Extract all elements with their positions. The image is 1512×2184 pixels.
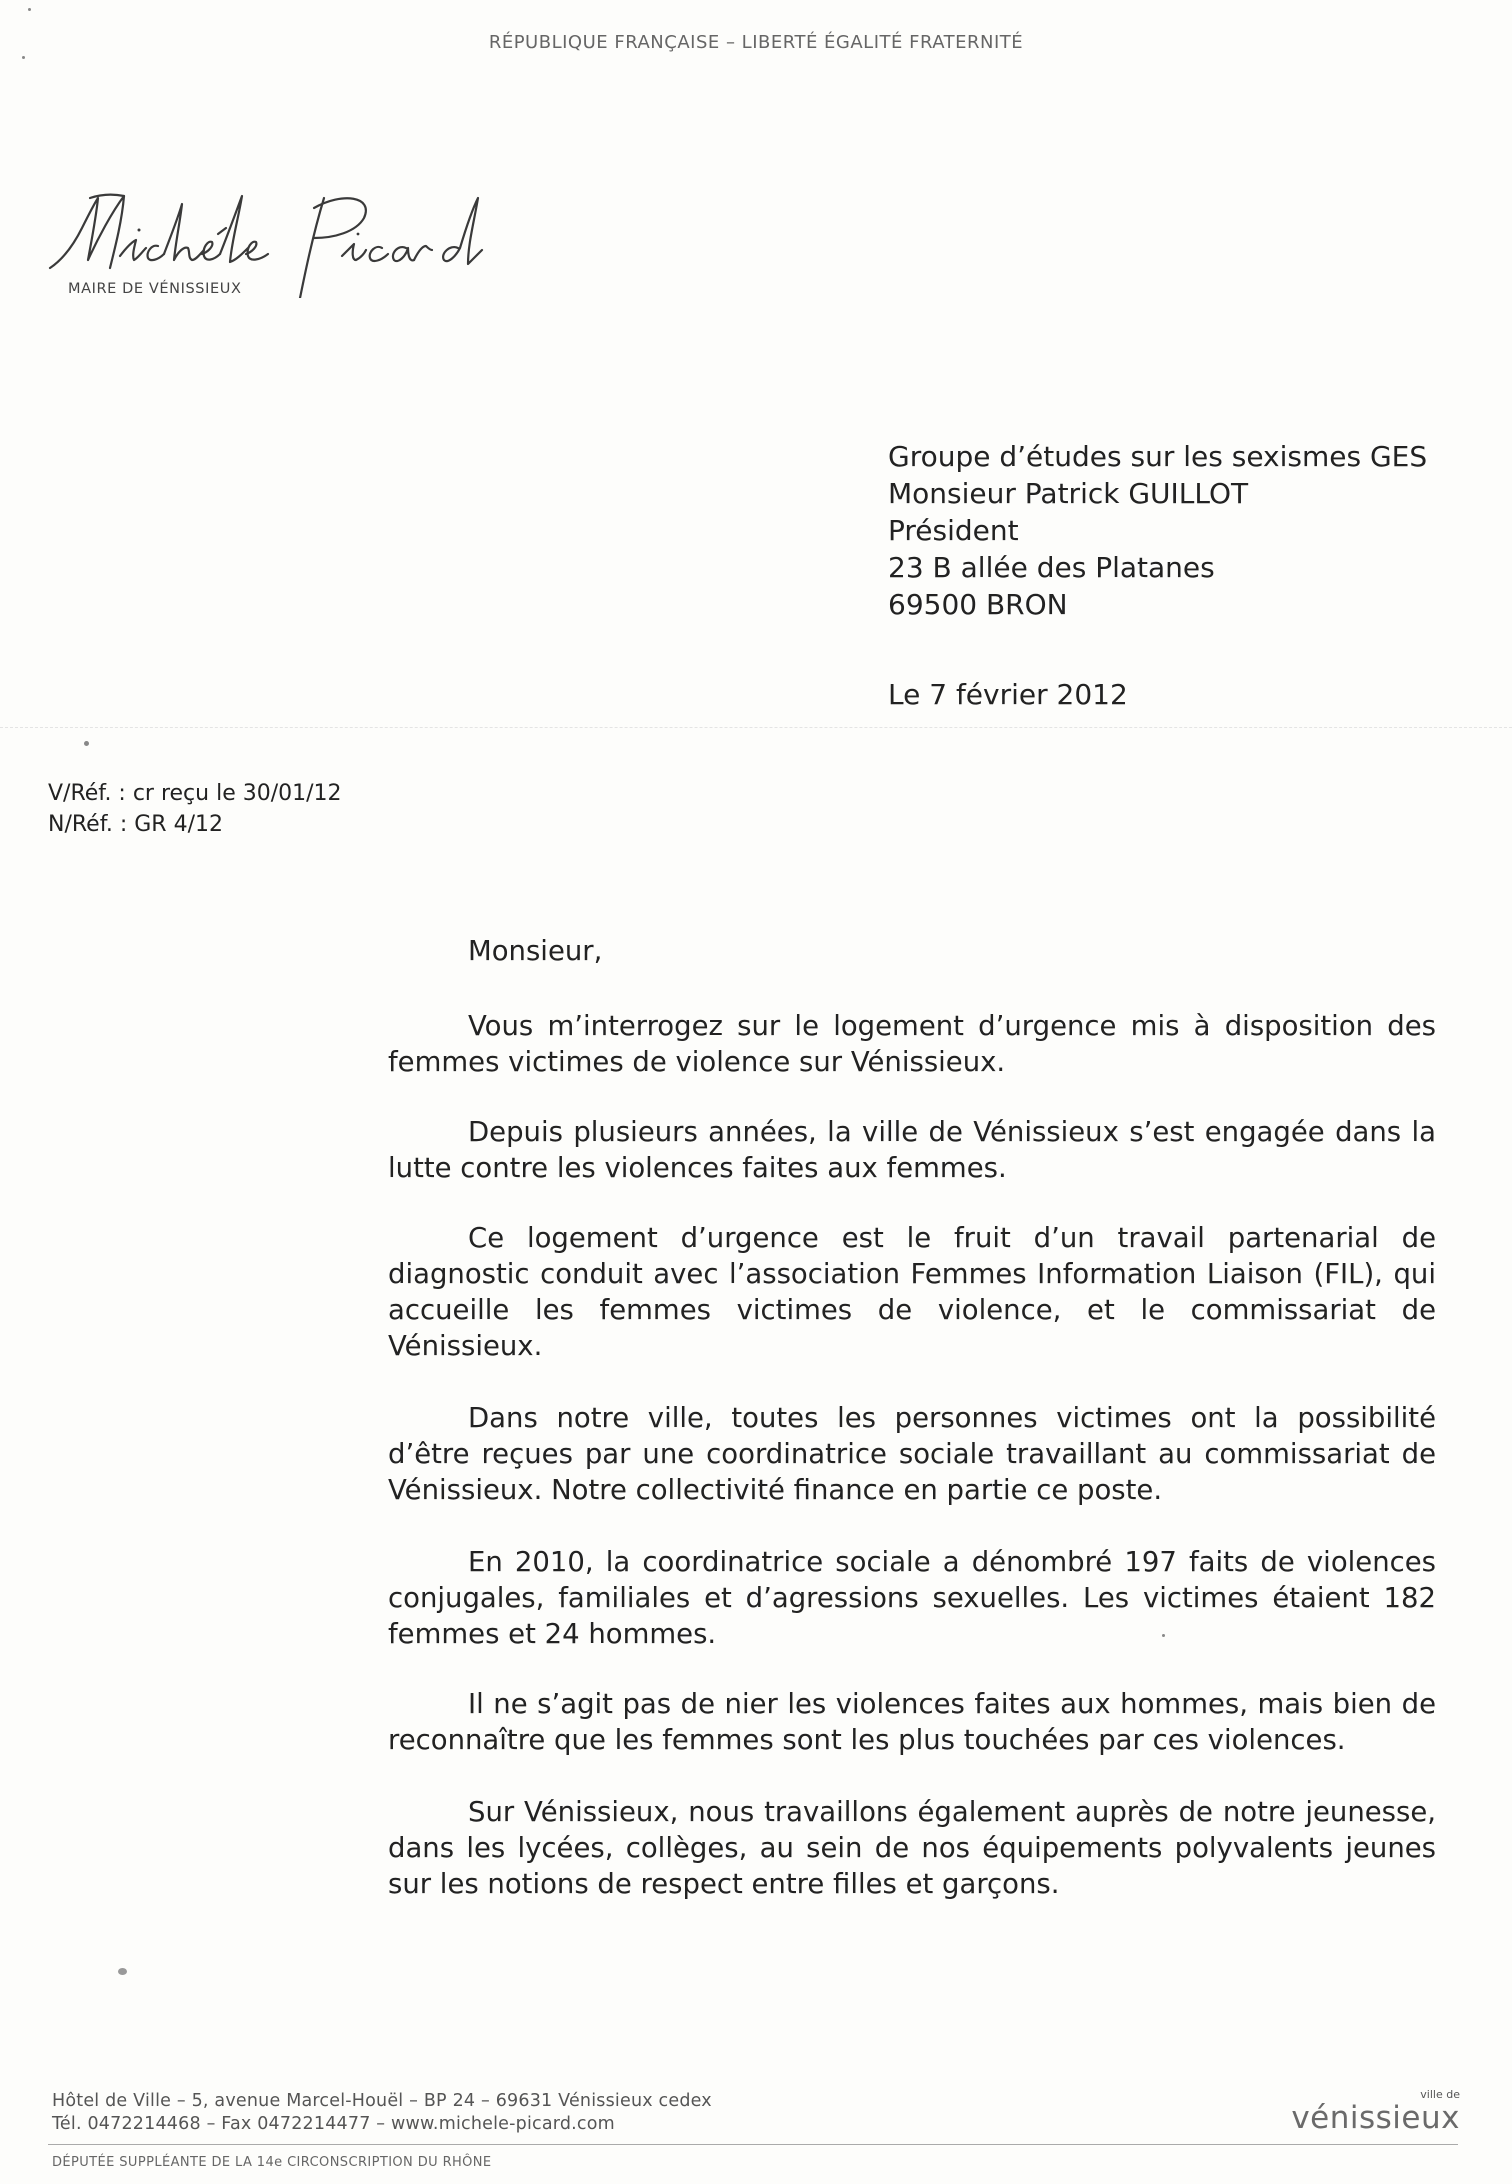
footer-divider [48,2144,1458,2145]
recipient-line: 23 B allée des Platanes [888,551,1215,584]
recipient-line: Président [888,514,1019,547]
footer-contact [52,2090,712,2136]
recipient-line: Monsieur Patrick GUILLOT [888,477,1249,510]
mayor-title: MAIRE DE VÉNISSIEUX [68,281,242,297]
scan-speck [22,56,25,59]
city-logo-small-text: ville de [1420,2088,1460,2101]
footer-note: DÉPUTÉE SUPPLÉANTE DE LA 14e CIRCONSCRIPTION DU RHÔNE [52,2155,492,2170]
letter-paragraph: Vous m’interrogez sur le logement d’urgence mis à disposition des femmes victimes de violence sur Vénissieux. [388,1010,1436,1078]
footer-phone-web: Tél. 0472214468 – Fax 0472214477 – www.michele-picard.com [52,2114,615,2134]
city-logo-main-text: vénissieux [1291,2100,1460,2136]
letter-paragraph: Il ne s’agit pas de nier les violences faites aux hommes, mais bien de reconnaître que les femmes sont les plus touchées par ces violences. [388,1688,1436,1756]
salutation: Monsieur, [468,935,603,967]
recipient-line: 69500 BRON [888,588,1068,621]
letter-paragraph: En 2010, la coordinatrice sociale a dénombré 197 faits de violences conjugales, familiales et d’agressions sexuelles. Les victimes étaient 182 femmes et 24 hommes. [388,1546,1436,1650]
letter-paragraph: Sur Vénissieux, nous travaillons également auprès de notre jeunesse, dans les lycées, collèges, au sein de nos équipements polyvalents jeunes sur les notions de respect entre filles et garçons. [388,1796,1436,1900]
scan-speck [118,1968,127,1975]
city-logo [1290,2088,1460,2144]
letter-date: Le 7 février 2012 [888,678,1128,711]
republic-motto: RÉPUBLIQUE FRANÇAISE – LIBERTÉ ÉGALITÉ FRATERNITÉ [488,32,1024,53]
footer-address: Hôtel de Ville – 5, avenue Marcel-Houël – BP 24 – 69631 Vénissieux cedex [52,2091,712,2111]
letter-paragraph: Dans notre ville, toutes les personnes victimes ont la possibilité d’être reçues par une coordinatrice sociale travaillant au commissariat de Vénissieux. Notre collectivité finance en partie ce poste. [388,1402,1436,1506]
references [48,778,342,840]
scan-artifact-line [0,727,1512,728]
signature [42,168,502,298]
letter-paragraph: Ce logement d’urgence est le fruit d’un travail partenarial de diagnostic conduit avec l’association Femmes Information Liaison (FIL), qui accueille les femmes victimes de violence, et le commissariat de Vénissieux. [388,1222,1436,1362]
your-reference: V/Réf. : cr reçu le 30/01/12 [48,781,342,806]
recipient-line: Groupe d’études sur les sexismes GES [888,440,1428,473]
scan-speck [84,741,89,746]
scan-speck [28,8,31,11]
our-reference: N/Réf. : GR 4/12 [48,812,223,837]
recipient-address [888,438,1427,623]
letter-paragraph: Depuis plusieurs années, la ville de Vénissieux s’est engagée dans la lutte contre les violences faites aux femmes. [388,1116,1436,1184]
